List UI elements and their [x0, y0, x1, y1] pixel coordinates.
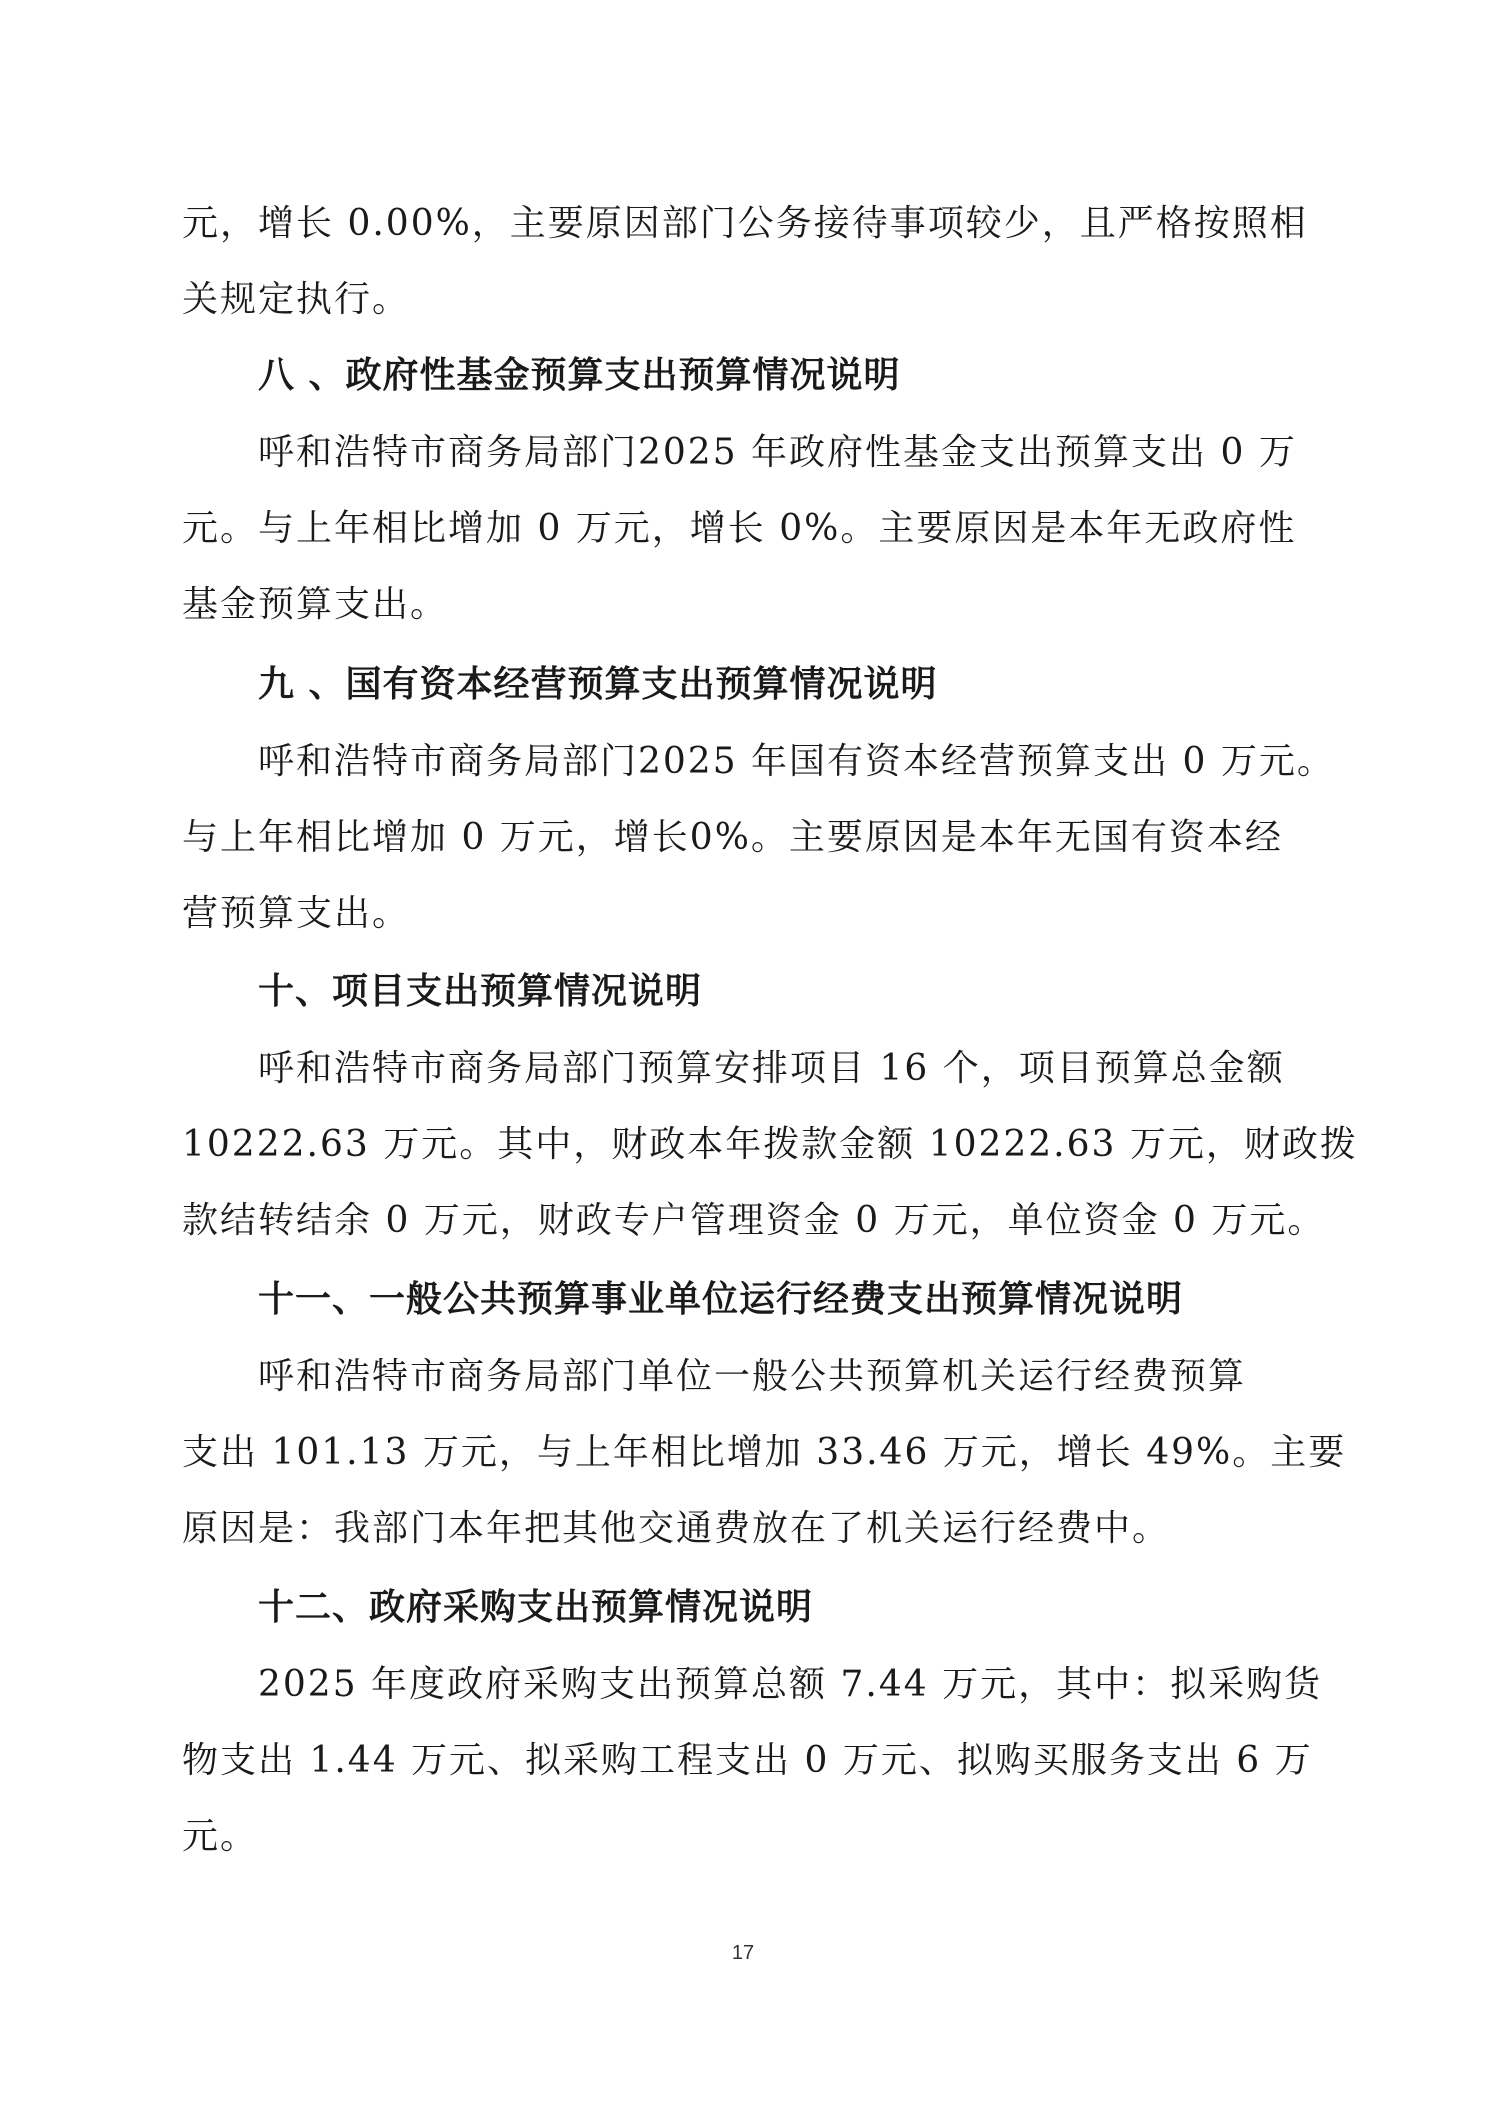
text-line: 元。与上年相比增加 0 万元，增长 0%。主要原因是本年无政府性: [182, 508, 1297, 549]
text-line: 呼和浩特市商务局部门2025 年政府性基金支出预算支出 0 万: [258, 432, 1297, 473]
heading-text: 十一、一般公共预算事业单位运行经费支出预算情况说明: [258, 1279, 1184, 1320]
heading-text: 八 、政府性基金预算支出预算情况说明: [258, 355, 901, 396]
page-number: 17: [731, 1942, 755, 1964]
text-line: 呼和浩特市商务局部门2025 年国有资本经营预算支出 0 万元。: [258, 741, 1335, 782]
text-line: 物支出 1.44 万元、拟采购工程支出 0 万元、拟购买服务支出 6 万: [182, 1740, 1313, 1781]
text-line: 元。: [182, 1816, 259, 1857]
heading-text: 十二、政府采购支出预算情况说明: [258, 1587, 814, 1628]
text-line: 与上年相比增加 0 万元，增长0%。主要原因是本年无国有资本经: [182, 817, 1283, 858]
text-line: 支出 101.13 万元，与上年相比增加 33.46 万元，增长 49%。主要: [182, 1432, 1347, 1473]
text-line: 营预算支出。: [182, 893, 411, 934]
text-line: 款结转结余 0 万元，财政专户管理资金 0 万元，单位资金 0 万元。: [182, 1200, 1326, 1241]
heading-text: 十、项目支出预算情况说明: [258, 971, 703, 1012]
text-line: 10222.63 万元。其中，财政本年拨款金额 10222.63 万元，财政拨: [182, 1124, 1358, 1165]
heading-text: 九 、国有资本经营预算支出预算情况说明: [258, 664, 938, 705]
text-line: 关规定执行。: [182, 279, 411, 320]
text-line: 基金预算支出。: [182, 584, 449, 625]
text-line: 呼和浩特市商务局部门预算安排项目 16 个，项目预算总金额: [258, 1048, 1285, 1089]
text-line: 呼和浩特市商务局部门单位一般公共预算机关运行经费预算: [258, 1356, 1247, 1397]
text-line: 2025 年度政府采购支出预算总额 7.44 万元，其中：拟采购货: [258, 1664, 1323, 1705]
text-line: 元，增长 0.00%，主要原因部门公务接待事项较少，且严格按照相: [182, 203, 1308, 244]
text-line: 原因是：我部门本年把其他交通费放在了机关运行经费中。: [182, 1508, 1171, 1549]
